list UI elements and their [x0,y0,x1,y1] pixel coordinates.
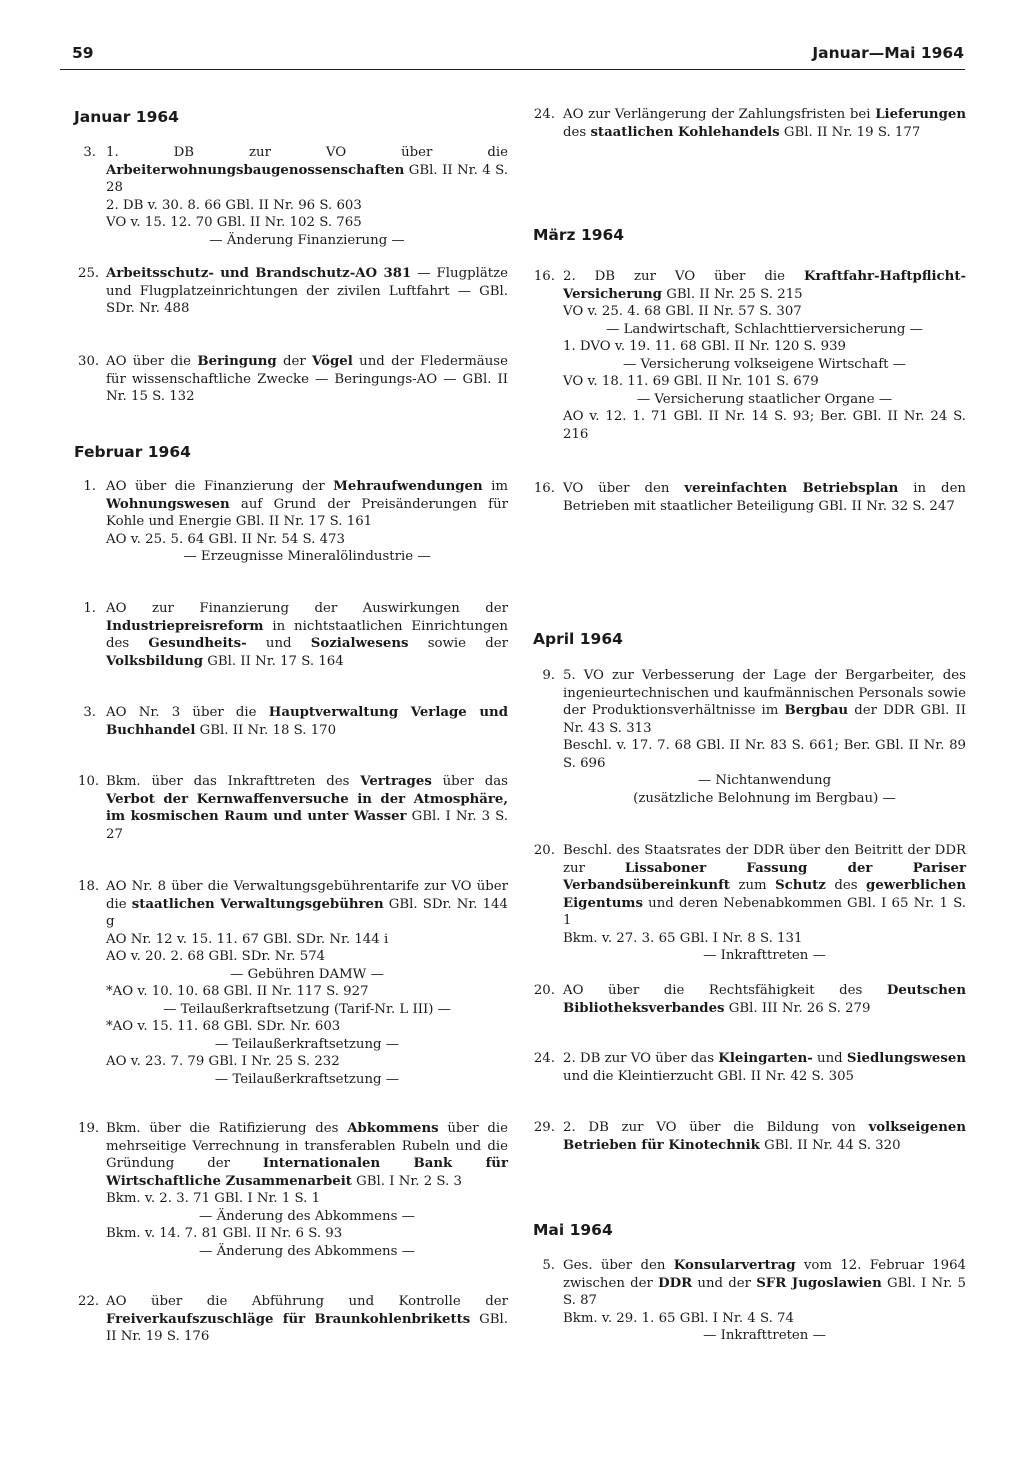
entry-number: 1. [83,601,96,616]
entry-number: 25. [78,266,100,281]
entry-number: 24. [533,1051,555,1066]
entry-number: 22. [78,1294,100,1309]
entry-apr-24: 24. 2. DB zur VO über das Kleingarten- und Siedlungswesen und die Kleintierzucht GBl. II Nr. 42 S. 305 [533,1051,966,1084]
section-heading-maerz: März 1964 [533,226,625,244]
entry-mar-16b: 16. VO über den vereinfachten Betriebsplan in den Betrieben mit staatlicher Beteiligung GBl. II Nr. 32 S. 247 [533,481,967,514]
entry-number: 16. [533,269,555,284]
entry-feb-24: 24. AO zur Verlängerung der Zahlungsfristen bei Lieferungen des staatlichen Kohlehandels GBl. II Nr. 19 S. 177 [533,107,966,140]
entry-feb-1b: 1. AO zur Finanzierung der Auswirkungen der Industriepreisreform in nichtstaatlichen Einrichtungen des Gesundheits- und Sozialwesens sowie der Volksbildung GBl. II Nr. 17 S. 164 [78,600,508,670]
section-heading-februar: Februar 1964 [74,443,191,461]
page-number: 59 [72,44,94,62]
entry-apr-29: 29. 2. DB zur VO über die Bildung von volkseigenen Betrieben für Kinotechnik GBl. II Nr. 44 S. 320 [533,1120,966,1153]
entry-feb-19: 19. Bkm. über die Ratifizierung des Abkommens über die mehrseitige Verrechnung in transferablen Rubeln und die Gründung der Internationalen Bank für Wirtschaftliche Zusammenarbeit GBl. I Nr. 2 S. 3 Bkm. v. 2. 3. 71 GBl. I Nr. 1 S. 1 — Änderung des Abkommens — Bkm. v. 14. 7. 81 GBl. II Nr. 6 S. 93 — Änderung des Abkommens — [78,1121,508,1259]
entry-feb-18: 18. AO Nr. 8 über die Verwaltungsgebührentarife zur VO über die staatlichen Verwaltungsgebühren GBl. SDr. Nr. 144 g AO Nr. 12 v. 15. 11. 67 GBl. SDr. Nr. 144 i AO v. 20. 2. 68 GBl. SDr. Nr. 574 — Gebühren DAMW — *AO v. 10. 10. 68 GBl. II Nr. 117 S. 927 — Teilaußerkraftsetzung (Tarif-Nr. L III) — *AO v. 15. 11. 68 GBl. SDr. Nr. 603 — Teilaußerkraftsetzung — AO v. 23. 7. 79 GBl. I Nr. 25 S. 232 — Teilaußerkraftsetzung — [78,879,508,1087]
entry-number: 19. [78,1121,100,1136]
entry-number: 1. [83,479,96,494]
entry-jan-3: 3. 1. DB zur VO über die Arbeiterwohnungsbaugenossenschaften GBl. II Nr. 4 S. 28 2. DB v. 30. 8. 66 GBl. II Nr. 96 S. 603 VO v. 15. 12. 70 GBl. II Nr. 102 S. 765 — Änderung Finanzierung — [78,144,508,249]
entry-mar-16a: 16. 2. DB zur VO über die Kraftfahr-Haftpflicht-Versicherung GBl. II Nr. 25 S. 215 VO v. 25. 4. 68 GBl. II Nr. 57 S. 307 — Landwirtschaft, Schlachttierversicherung — 1. DVO v. 19. 11. 68 GBl. II Nr. 120 S. 939 — Versicherung volkseigene Wirtschaft — VO v. 18. 11. 69 GBl. II Nr. 101 S. 679 — Versicherung staatlicher Organe — AO v. 12. 1. 71 GBl. II Nr. 14 S. 93; Ber. GBl. II Nr. 24 S. 216 [533,269,966,442]
entry-apr-9: 9. 5. VO zur Verbesserung der Lage der Bergarbeiter, des ingenieurtechnischen und kaufmännischen Personals sowie der Produktionsverhältnisse im Bergbau der DDR GBl. II Nr. 43 S. 313 Beschl. v. 17. 7. 68 GBl. II Nr. 83 S. 661; Ber. GBl. II Nr. 89 S. 696 — Nichtanwendung (zusätzliche Belohnung im Bergbau) — [533,667,966,807]
section-heading-mai: Mai 1964 [533,1221,613,1239]
entry-number: 29. [533,1120,555,1135]
entry-feb-22: 22. AO über die Abführung und Kontrolle der Freiverkaufszuschläge für Braunkohlenbriketts GBl. II Nr. 19 S. 176 [78,1294,508,1344]
entry-feb-3: 3. AO Nr. 3 über die Hauptverwaltung Verlage und Buchhandel GBl. II Nr. 18 S. 170 [78,704,508,739]
page-title: Januar—Mai 1964 [812,44,964,62]
entry-number: 3. [83,705,96,720]
entry-jan-25: 25. Arbeitsschutz- und Brandschutz-AO 381 — Flugplätze und Flugplatzeinrichtungen der zivilen Luftfahrt — GBl. SDr. Nr. 488 [78,266,508,316]
entry-feb-10: 10. Bkm. über das Inkrafttreten des Vertrages über das Verbot der Kernwaffenversuche in der Atmosphäre, im kosmischen Raum und unter Wasser GBl. I Nr. 3 S. 27 [78,774,509,842]
entry-number: 9. [542,668,555,683]
entry-mai-5: 5. Ges. über den Konsularvertrag vom 12. Februar 1964 zwischen der DDR und der SFR Jugoslawien GBl. I Nr. 5 S. 87 Bkm. v. 29. 1. 65 GBl. I Nr. 4 S. 74 — Inkrafttreten — [533,1257,966,1345]
entry-apr-20b: 20. AO über die Rechtsfähigkeit des Deutschen Bibliotheksverbandes GBl. III Nr. 26 S. 279 [533,983,966,1016]
entry-apr-20a: 20. Beschl. des Staatsrates der DDR über den Beitritt der DDR zur Lissaboner Fassung der Pariser Verbandsübereinkunft zum Schutz des gewerblichen Eigentums und deren Nebenabkommen GBl. I 65 Nr. 1 S. 1 Bkm. v. 27. 3. 65 GBl. I Nr. 8 S. 131 — Inkrafttreten — [533,843,966,963]
entry-number: 30. [78,354,100,369]
section-heading-januar: Januar 1964 [74,108,179,126]
entry-number: 5. [542,1258,555,1273]
entry-number: 16. [533,481,555,496]
entry-number: 20. [533,983,555,998]
entry-number: 10. [78,774,100,789]
entry-number: 20. [533,843,555,858]
entry-number: 18. [78,879,100,894]
entry-feb-1a: 1. AO über die Finanzierung der Mehraufwendungen im Wohnungswesen auf Grund der Preisänderungen für Kohle und Energie GBl. II Nr. 17 S. 161 AO v. 25. 5. 64 GBl. II Nr. 54 S. 473 — Erzeugnisse Mineralölindustrie — [78,478,508,566]
entry-jan-30: 30. AO über die Beringung der Vögel und der Fledermäuse für wissenschaftliche Zwecke — Beringungs-AO — GBl. II Nr. 15 S. 132 [78,354,508,404]
entry-number: 3. [83,145,96,160]
section-heading-april: April 1964 [533,630,623,648]
entry-number: 24. [533,107,555,122]
header-rule [60,69,965,70]
